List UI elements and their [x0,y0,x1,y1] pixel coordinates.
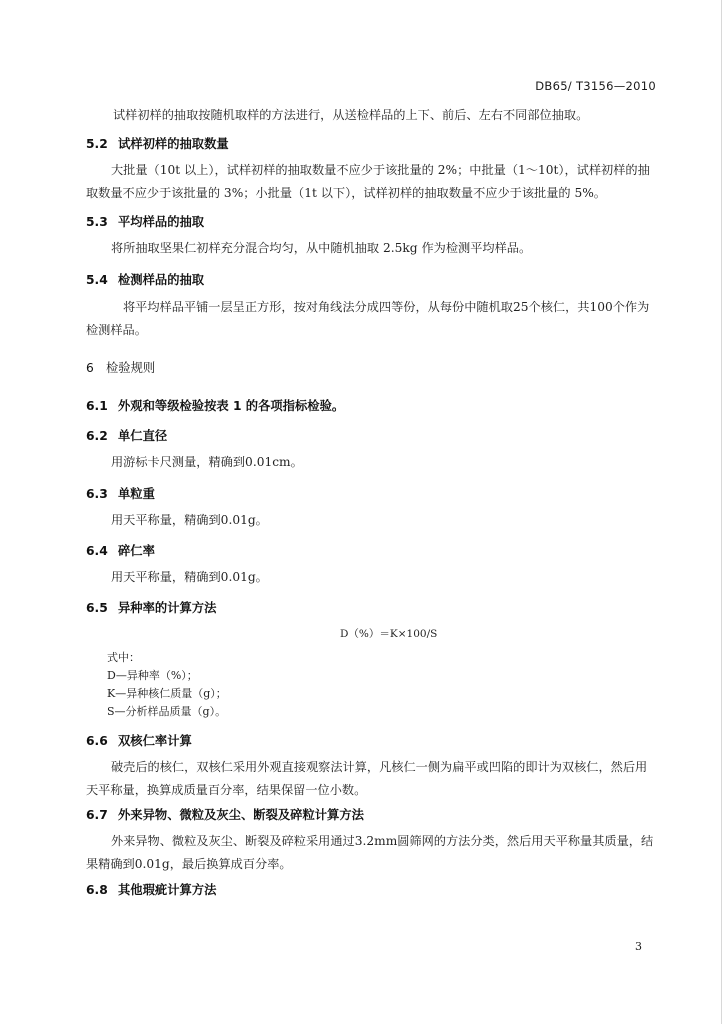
section-6-heading [86,358,155,376]
section-number: 5.4 [86,273,108,287]
section-title: 单仁直径 [118,429,168,443]
section-number: 6.4 [86,544,108,558]
section-number: 6.8 [86,883,108,897]
formula-variable-k: K—异种核仁质量（g）； [107,687,227,700]
section-6-4-body: 用天平称量，精确到0.01g。 [111,570,268,584]
section-5-4-body: 将平均样品平铺一层呈正方形，按对角线法分成四等份，从每份中随机取25个核仁，共100个作为检测样品。 [86,300,650,337]
section-6-2-body: 用游标卡尺测量，精确到0.01cm。 [111,455,303,469]
section-6-7-body: 外来异物、微粒及灰尘、断裂及碎粒采用通过3.2mm圆筛网的方法分类，然后用天平称量其质量，结果精确到0.01g，最后换算成百分率。 [86,834,654,871]
page-number: 3 [635,940,642,953]
section-5-2-heading [86,134,229,152]
section-number: 6 [86,361,94,375]
section-title: 外来异物、微粒及灰尘、断裂及碎粒计算方法 [118,808,364,822]
section-number: 5.3 [86,215,108,229]
section-6-5-heading [86,598,216,616]
section-title: 异种率的计算方法 [118,601,217,615]
intro-paragraph: 试样初样的抽取按随机取样的方法进行，从送检样品的上下、前后、左右不同部位抽取。 [113,108,589,122]
section-6-2-heading [86,426,167,444]
section-5-4-heading [86,270,204,288]
section-6-6-body: 破壳后的核仁，双核仁采用外观直接观察法计算，凡核仁一侧为扁平或凹陷的即计为双核仁，然后用天平称量，换算成质量百分率，结果保留一位小数。 [86,760,648,797]
section-title: 其他瑕疵计算方法 [118,883,217,897]
section-5-3-body: 将所抽取坚果仁初样充分混合均匀，从中随机抽取 2.5kg 作为检测平均样品。 [111,241,532,255]
section-number: 6.1 [86,399,108,413]
section-title: 单粒重 [118,487,155,501]
section-5-3-heading [86,212,204,230]
section-number: 5.2 [86,137,108,151]
section-title: 外观和等级检验按表 1 的各项指标检验。 [118,399,345,413]
section-6-8-heading [86,880,216,898]
formula: D（%）＝K×100/S [340,628,438,640]
section-6-4-heading [86,541,155,559]
section-title: 碎仁率 [118,544,155,558]
section-6-7-heading [86,805,364,823]
section-number: 6.2 [86,429,108,443]
formula-variable-d: D—异种率（%）； [107,669,198,682]
section-number: 6.3 [86,487,108,501]
section-number: 6.6 [86,734,108,748]
formula-variable-s: S—分析样品质量（g）。 [107,705,227,718]
section-title: 双核仁率计算 [118,734,192,748]
section-6-1-heading [86,396,344,414]
section-number: 6.5 [86,601,108,615]
document-code-header: DB65/ T3156—2010 [535,79,656,93]
section-title: 检验规则 [106,361,156,375]
section-title: 平均样品的抽取 [118,215,205,229]
section-title: 试样初样的抽取数量 [118,137,229,151]
formula-where-label: 式中： [107,651,140,664]
page-edge [721,0,722,1024]
section-5-2-body: 大批量（10t 以上），试样初样的抽取数量不应少于该批量的 2%；中批量（1～10t），试样初样的抽取数量不应少于该批量的 3%；小批量（1t 以下），试样初样的抽取数量不应少于该批量的 5%。 [86,163,650,200]
section-number: 6.7 [86,808,108,822]
section-6-3-heading [86,484,155,502]
section-6-3-body: 用天平称量，精确到0.01g。 [111,513,268,527]
section-title: 检测样品的抽取 [118,273,205,287]
section-6-6-heading [86,731,192,749]
